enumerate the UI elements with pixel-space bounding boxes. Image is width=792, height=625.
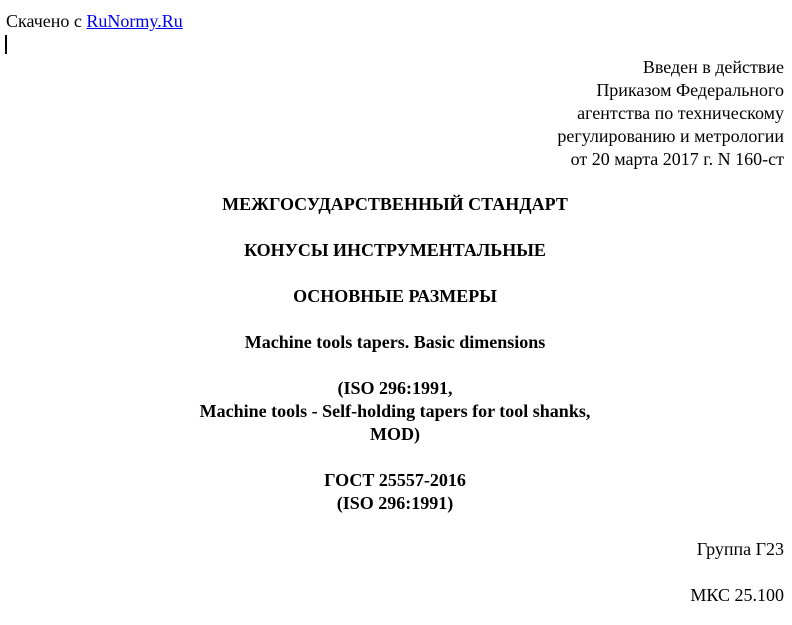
enactment-line: Введен в действие — [642, 57, 784, 77]
document-subtitle: ОСНОВНЫЕ РАЗМЕРЫ — [293, 286, 497, 306]
document-title: КОНУСЫ ИНСТРУМЕНТАЛЬНЫЕ — [244, 240, 546, 260]
source-line — [6, 10, 183, 33]
enactment-line: регулированию и метрологии — [557, 126, 784, 146]
designation-line-1: ГОСТ 25557-2016 — [324, 470, 466, 490]
designation-line-2: (ISO 296:1991) — [336, 493, 454, 513]
enactment-block — [557, 56, 784, 171]
iso-reference-line-3: MOD) — [370, 424, 420, 444]
text-cursor — [5, 35, 7, 54]
iso-reference-line-1: (ISO 296:1991, — [337, 378, 453, 398]
english-title: Machine tools tapers. Basic dimensions — [244, 332, 546, 352]
group-label: Группа Г23 — [696, 539, 784, 559]
enactment-line: агентства по техническому — [577, 103, 784, 123]
mks-label: МКС 25.100 — [690, 585, 784, 605]
source-prefix: Скачено с — [6, 11, 87, 31]
source-link[interactable]: RuNormy.Ru — [86, 11, 183, 31]
enactment-line: от 20 марта 2017 г. N 160-ст — [570, 149, 784, 169]
enactment-line: Приказом Федерального — [596, 80, 784, 100]
standard-type-heading: МЕЖГОСУДАРСТВЕННЫЙ СТАНДАРТ — [222, 194, 568, 214]
iso-reference-line-2: Machine tools - Self-holding tapers for tool shanks, — [199, 401, 591, 421]
